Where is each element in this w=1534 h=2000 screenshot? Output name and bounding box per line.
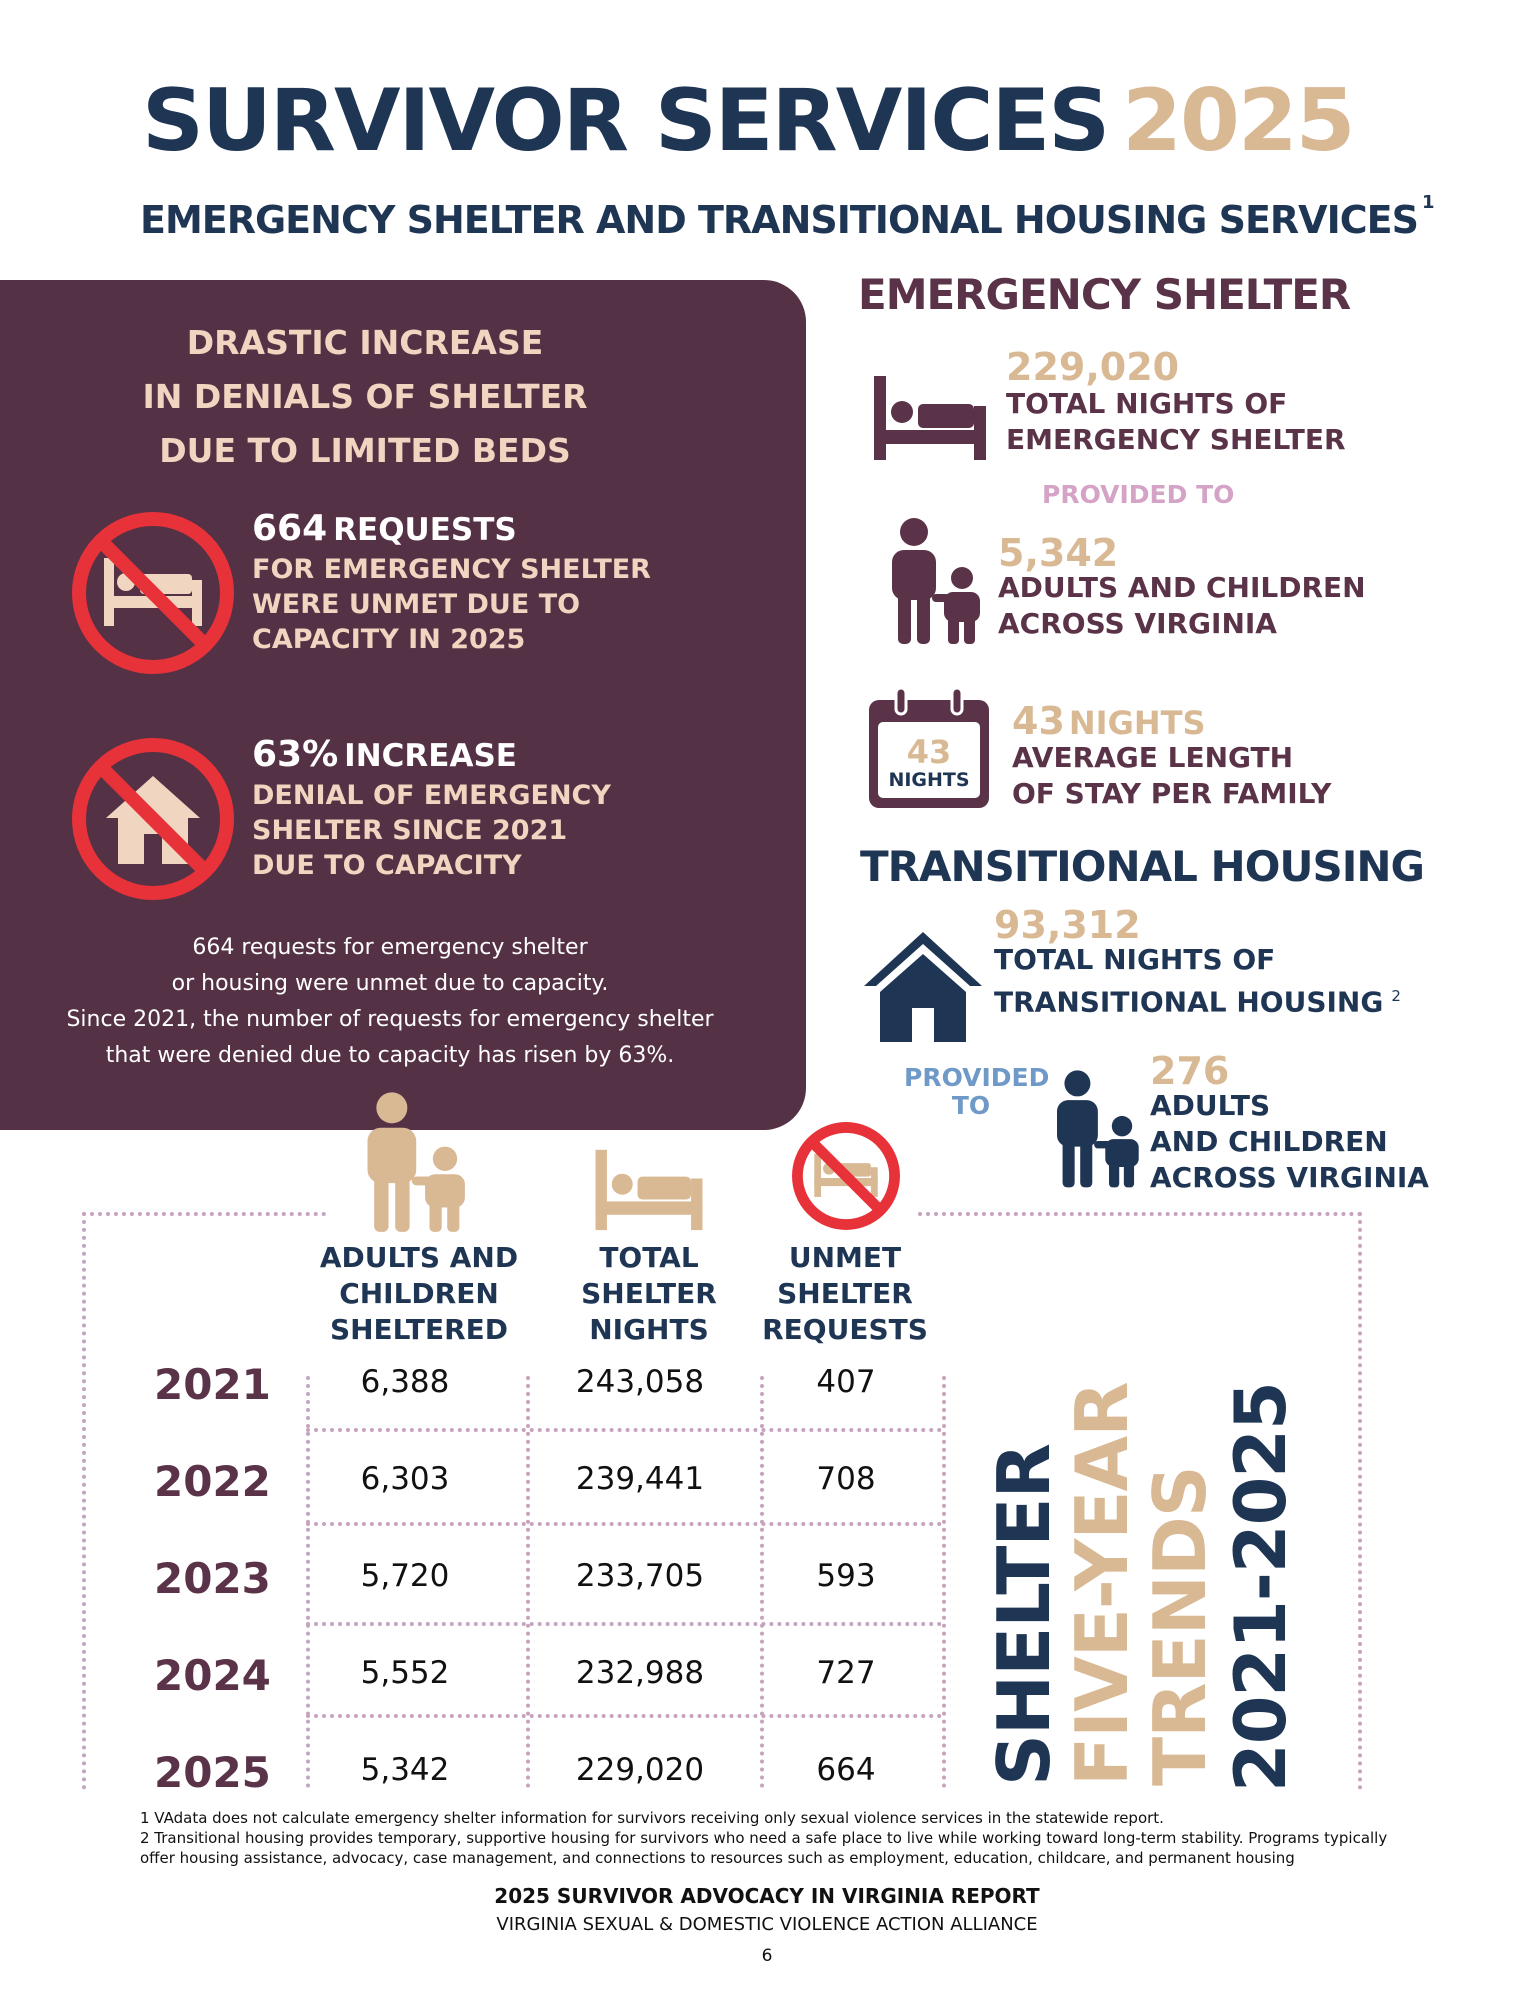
transitional-people-desc xyxy=(1150,1088,1429,1196)
row-year: 2024 xyxy=(154,1651,271,1700)
stat-desc-line: SHELTER SINCE 2021 xyxy=(252,815,568,846)
col-header-line: NIGHTS xyxy=(589,1313,709,1346)
adult-child-icon xyxy=(878,516,990,644)
grid-line xyxy=(306,1522,942,1526)
side-title-shelter: SHELTER xyxy=(982,1444,1066,1786)
note-line: that were denied due to capacity has risen by 63%. xyxy=(105,1043,675,1068)
footnotes xyxy=(140,1808,1400,1868)
grid-line xyxy=(526,1376,530,1788)
stay-desc xyxy=(1012,740,1331,812)
cell-adults: 5,342 xyxy=(360,1752,450,1788)
col-header-line: CHILDREN xyxy=(339,1277,499,1310)
desc-line: EMERGENCY SHELTER xyxy=(1006,423,1346,456)
bed-icon-tan xyxy=(592,1146,706,1232)
side-title-trends: TRENDS xyxy=(1138,1466,1222,1786)
footer-report-title: 2025 SURVIVOR ADVOCACY IN VIRGINIA REPORT xyxy=(494,1884,1040,1908)
cell-nights: 239,441 xyxy=(575,1461,705,1497)
col-header-unmet xyxy=(740,1240,950,1348)
cell-adults: 5,720 xyxy=(360,1558,450,1594)
note-line: 664 requests for emergency shelter xyxy=(192,935,588,960)
stat-unit: INCREASE xyxy=(344,738,517,774)
stat-desc-line: DUE TO CAPACITY xyxy=(252,850,522,881)
desc-line: ACROSS VIRGINIA xyxy=(998,607,1277,640)
page-number: 6 xyxy=(761,1946,773,1966)
stat-desc-line: DENIAL OF EMERGENCY xyxy=(252,780,611,811)
stat-desc-line: WERE UNMET DUE TO xyxy=(252,589,581,620)
footnote-line: 2 Transitional housing provides temporary, supportive housing for survivors who need a safe place to live while working toward long-term stability. Programs typically xyxy=(140,1829,1388,1847)
stay-value xyxy=(1012,699,1206,743)
emergency-people-value: 5,342 xyxy=(998,531,1119,575)
page-title xyxy=(142,71,1354,171)
table-frame-right xyxy=(1358,1212,1362,1790)
row-year: 2022 xyxy=(154,1457,271,1506)
cell-nights: 243,058 xyxy=(575,1364,705,1400)
no-bed-icon-small xyxy=(790,1120,902,1232)
cell-adults: 5,552 xyxy=(360,1655,450,1691)
desc-line: ACROSS VIRGINIA xyxy=(1150,1161,1429,1194)
footnote-line: 1 VAdata does not calculate emergency shelter information for survivors receiving only sexual violence services in the statewide report. xyxy=(140,1809,1164,1827)
desc-line: AND CHILDREN xyxy=(1150,1125,1388,1158)
footer-organization: VIRGINIA SEXUAL & DOMESTIC VIOLENCE ACTION ALLIANCE xyxy=(496,1914,1038,1935)
footnote-line: offer housing assistance, advocacy, case management, and connections to resources such as employment, education, childcare, and permanent housing xyxy=(140,1849,1295,1867)
cell-nights: 233,705 xyxy=(575,1558,705,1594)
increase-stat xyxy=(252,734,517,775)
cell-unmet: 407 xyxy=(816,1364,876,1400)
desc-line: ADULTS AND CHILDREN xyxy=(998,571,1366,604)
col-header-line: UNMET xyxy=(788,1241,902,1274)
transitional-nights-value: 93,312 xyxy=(994,903,1141,947)
footnote-marker: 2 xyxy=(1391,987,1401,1005)
stat-value: 664 xyxy=(252,508,328,549)
emergency-nights-value: 229,020 xyxy=(1006,345,1180,389)
provided-line: PROVIDED xyxy=(904,1063,1050,1092)
col-header-line: ADULTS AND xyxy=(319,1241,519,1274)
col-header-line: SHELTER xyxy=(581,1277,717,1310)
row-year: 2025 xyxy=(154,1748,271,1797)
calendar-value: 43 xyxy=(906,733,952,771)
stay-unit: NIGHTS xyxy=(1068,704,1206,742)
provided-to-label: PROVIDED TO xyxy=(1042,480,1235,509)
grid-line xyxy=(306,1622,942,1626)
calendar-label: NIGHTS xyxy=(888,769,970,791)
stat-unit: REQUESTS xyxy=(333,512,517,548)
unmet-requests-desc xyxy=(252,552,651,657)
cell-nights: 229,020 xyxy=(575,1752,705,1788)
col-header-adults xyxy=(314,1240,524,1348)
desc-line: TOTAL NIGHTS OF xyxy=(1006,387,1288,420)
table-frame-top-right xyxy=(918,1212,1362,1216)
desc-line xyxy=(994,978,1401,1020)
provided-line: TO xyxy=(951,1091,991,1120)
increase-desc xyxy=(252,778,611,883)
transitional-housing-heading: TRANSITIONAL HOUSING xyxy=(860,842,1425,891)
cell-unmet: 708 xyxy=(816,1461,876,1497)
panel-heading-line: DUE TO LIMITED BEDS xyxy=(159,431,571,470)
no-house-icon xyxy=(70,736,236,902)
grid-line xyxy=(306,1714,942,1718)
emergency-people-desc xyxy=(998,570,1366,642)
cell-unmet: 593 xyxy=(816,1558,876,1594)
transitional-nights-desc xyxy=(994,942,1401,1020)
col-header-nights xyxy=(544,1240,754,1348)
stat-desc-line: CAPACITY IN 2025 xyxy=(252,624,526,655)
stay-number: 43 xyxy=(1012,699,1065,743)
row-year: 2021 xyxy=(154,1360,271,1409)
desc-line: ADULTS xyxy=(1150,1089,1271,1122)
panel-heading-line: IN DENIALS OF SHELTER xyxy=(142,377,588,416)
title-year: 2025 xyxy=(1122,71,1354,171)
stat-value: 63% xyxy=(252,734,339,775)
col-header-line: SHELTER xyxy=(777,1277,913,1310)
desc-line: TOTAL NIGHTS OF xyxy=(994,943,1276,976)
calendar-icon xyxy=(866,686,992,812)
no-bed-icon xyxy=(70,510,236,676)
cell-unmet: 727 xyxy=(816,1655,876,1691)
desc-line: AVERAGE LENGTH xyxy=(1012,741,1294,774)
panel-heading xyxy=(0,316,730,478)
stat-desc-line: FOR EMERGENCY SHELTER xyxy=(252,554,651,585)
provided-to-label-2 xyxy=(904,1063,1050,1120)
side-title-five-year: FIVE-YEAR xyxy=(1060,1382,1144,1786)
table-frame-top-left xyxy=(82,1212,326,1216)
adult-child-icon-tan xyxy=(352,1090,476,1232)
row-year: 2023 xyxy=(154,1554,271,1603)
bed-icon xyxy=(872,372,988,462)
note-line: or housing were unmet due to capacity. xyxy=(171,971,609,996)
page-subtitle xyxy=(140,192,1434,242)
cell-unmet: 664 xyxy=(816,1752,876,1788)
desc-line-text: TRANSITIONAL HOUSING xyxy=(994,985,1384,1019)
cell-adults: 6,388 xyxy=(360,1364,450,1400)
transitional-people-value: 276 xyxy=(1150,1049,1230,1093)
side-title-years: 2021-2025 xyxy=(1220,1382,1302,1792)
adult-child-icon-navy xyxy=(1044,1064,1148,1192)
cell-nights: 232,988 xyxy=(575,1655,705,1691)
grid-line xyxy=(942,1376,946,1788)
col-header-line: REQUESTS xyxy=(762,1313,928,1346)
house-icon xyxy=(862,928,984,1044)
desc-line: OF STAY PER FAMILY xyxy=(1012,777,1332,810)
grid-line xyxy=(306,1428,942,1432)
unmet-requests-stat xyxy=(252,508,517,549)
emergency-nights-desc xyxy=(1006,386,1346,458)
col-header-line: SHELTERED xyxy=(329,1313,509,1346)
emergency-shelter-heading: EMERGENCY SHELTER xyxy=(858,270,1351,319)
cell-adults: 6,303 xyxy=(360,1461,450,1497)
note-line: Since 2021, the number of requests for emergency shelter xyxy=(66,1007,714,1032)
panel-note xyxy=(60,930,720,1074)
table-frame-left xyxy=(82,1212,86,1790)
col-header-line: TOTAL xyxy=(599,1241,699,1274)
panel-heading-line: DRASTIC INCREASE xyxy=(186,323,544,362)
title-text: SURVIVOR SERVICES xyxy=(142,71,1109,171)
subtitle-footnote-marker: 1 xyxy=(1421,192,1434,213)
subtitle-text: EMERGENCY SHELTER AND TRANSITIONAL HOUSING SERVICES xyxy=(140,198,1418,242)
